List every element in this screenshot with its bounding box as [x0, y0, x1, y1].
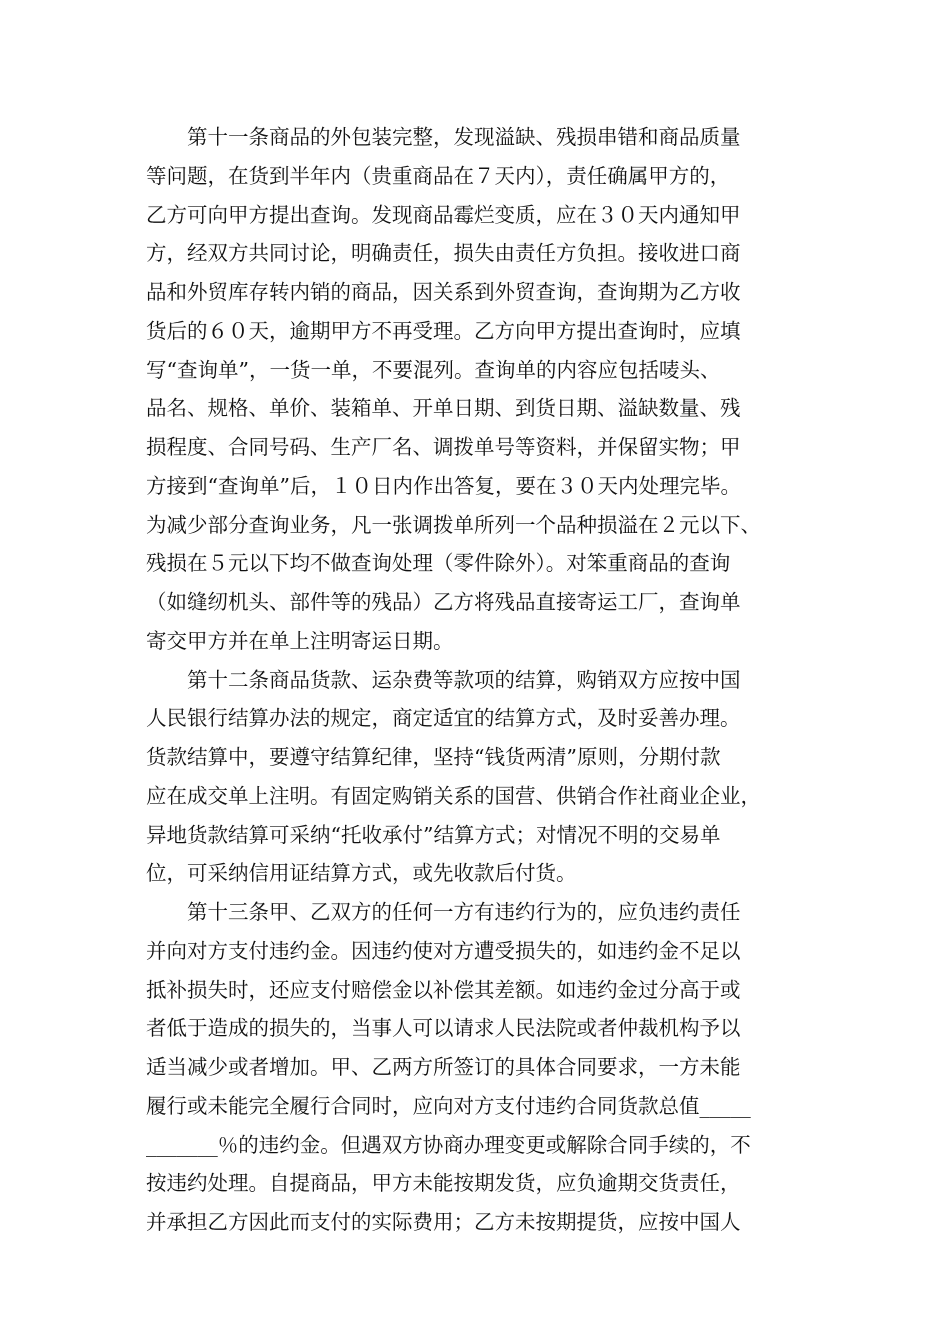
- text-line: 方接到“查询单”后，１０日内作出答复，要在３０天内处理完毕。: [146, 473, 741, 498]
- text-line: 方，经双方共同讨论，明确责任，损失由责任方负担。接收进口商: [146, 241, 741, 266]
- text-line: 应在成交单上注明。有固定购销关系的国营、供销合作社商业企业，: [146, 783, 761, 808]
- text-line: 第十一条商品的外包装完整，发现溢缺、残损串错和商品质量: [187, 125, 741, 149]
- text-line: 为减少部分查询业务，凡一张调拨单所列一个品种损溢在２元以下、: [146, 512, 761, 537]
- text-line: 抵补损失时，还应支付赔偿金以补偿其差额。如违约金过分高于或: [146, 977, 741, 1002]
- text-line: 位，可采纳信用证结算方式，或先收款后付货。: [146, 861, 577, 886]
- text-line: 货后的６０天，逾期甲方不再受理。乙方向甲方提出查询时，应填: [146, 318, 741, 343]
- text-line: 货款结算中，要遵守结算纪律，坚持“钱货两清”原则，分期付款: [146, 745, 721, 769]
- text-line: 第十三条甲、乙双方的任何一方有违约行为的，应负违约责任: [187, 900, 741, 924]
- text-line: 按违约处理。自提商品，甲方未能按期发货，应负逾期交货责任，: [146, 1171, 741, 1196]
- text-line: 第十二条商品货款、运杂费等款项的结算，购销双方应按中国: [187, 667, 741, 692]
- text-line: （如缝纫机头、部件等的残品）乙方将残品直接寄运工厂，查询单: [146, 590, 741, 614]
- text-line: 品名、规格、单价、装箱单、开单日期、到货日期、溢缺数量、残: [146, 396, 741, 421]
- paragraph-article-12: [146, 661, 806, 894]
- text-line: 适当减少或者增加。甲、乙两方所签订的具体合同要求，一方未能: [146, 1055, 741, 1079]
- text-line: 寄交甲方并在单上注明寄运日期。: [146, 628, 454, 653]
- text-line: 人民银行结算办法的规定，商定适宜的结算方式，及时妥善办理。: [146, 706, 741, 731]
- text-line: 并承担乙方因此而支付的实际费用；乙方未按期提货，应按中国人: [146, 1210, 741, 1234]
- paragraph-article-13: [146, 893, 806, 1242]
- text-line: 乙方可向甲方提出查询。发现商品霉烂变质，应在３０天内通知甲: [146, 202, 741, 227]
- paragraph-article-11: [146, 118, 806, 661]
- text-line: 异地货款结算可采纳“托收承付”结算方式；对情况不明的交易单: [146, 822, 721, 847]
- text-line: _______％的违约金。但遇双方协商办理变更或解除合同手续的，不: [146, 1132, 751, 1157]
- text-line: 者低于造成的损失的，当事人可以请求人民法院或者仲裁机构予以: [146, 1016, 741, 1041]
- text-line: 残损在５元以下均不做查询处理（零件除外）。对笨重商品的查询: [146, 551, 731, 576]
- text-line: 写“查询单”，一货一单，不要混列。查询单的内容应包括唛头、: [146, 357, 721, 382]
- text-line: 并向对方支付违约金。因违约使对方遭受损失的，如违约金不足以: [146, 938, 741, 963]
- text-line: 履行或未能完全履行合同时，应向对方支付违约合同货款总值_____: [146, 1093, 751, 1118]
- document-page: [146, 118, 806, 1242]
- text-line: 损程度、合同号码、生产厂名、调拨单号等资料，并保留实物；甲: [146, 435, 741, 459]
- text-line: 品和外贸库存转内销的商品，因关系到外贸查询，查询期为乙方收: [146, 280, 741, 304]
- text-line: 等问题，在货到半年内（贵重商品在７天内），责任确属甲方的，: [146, 163, 731, 188]
